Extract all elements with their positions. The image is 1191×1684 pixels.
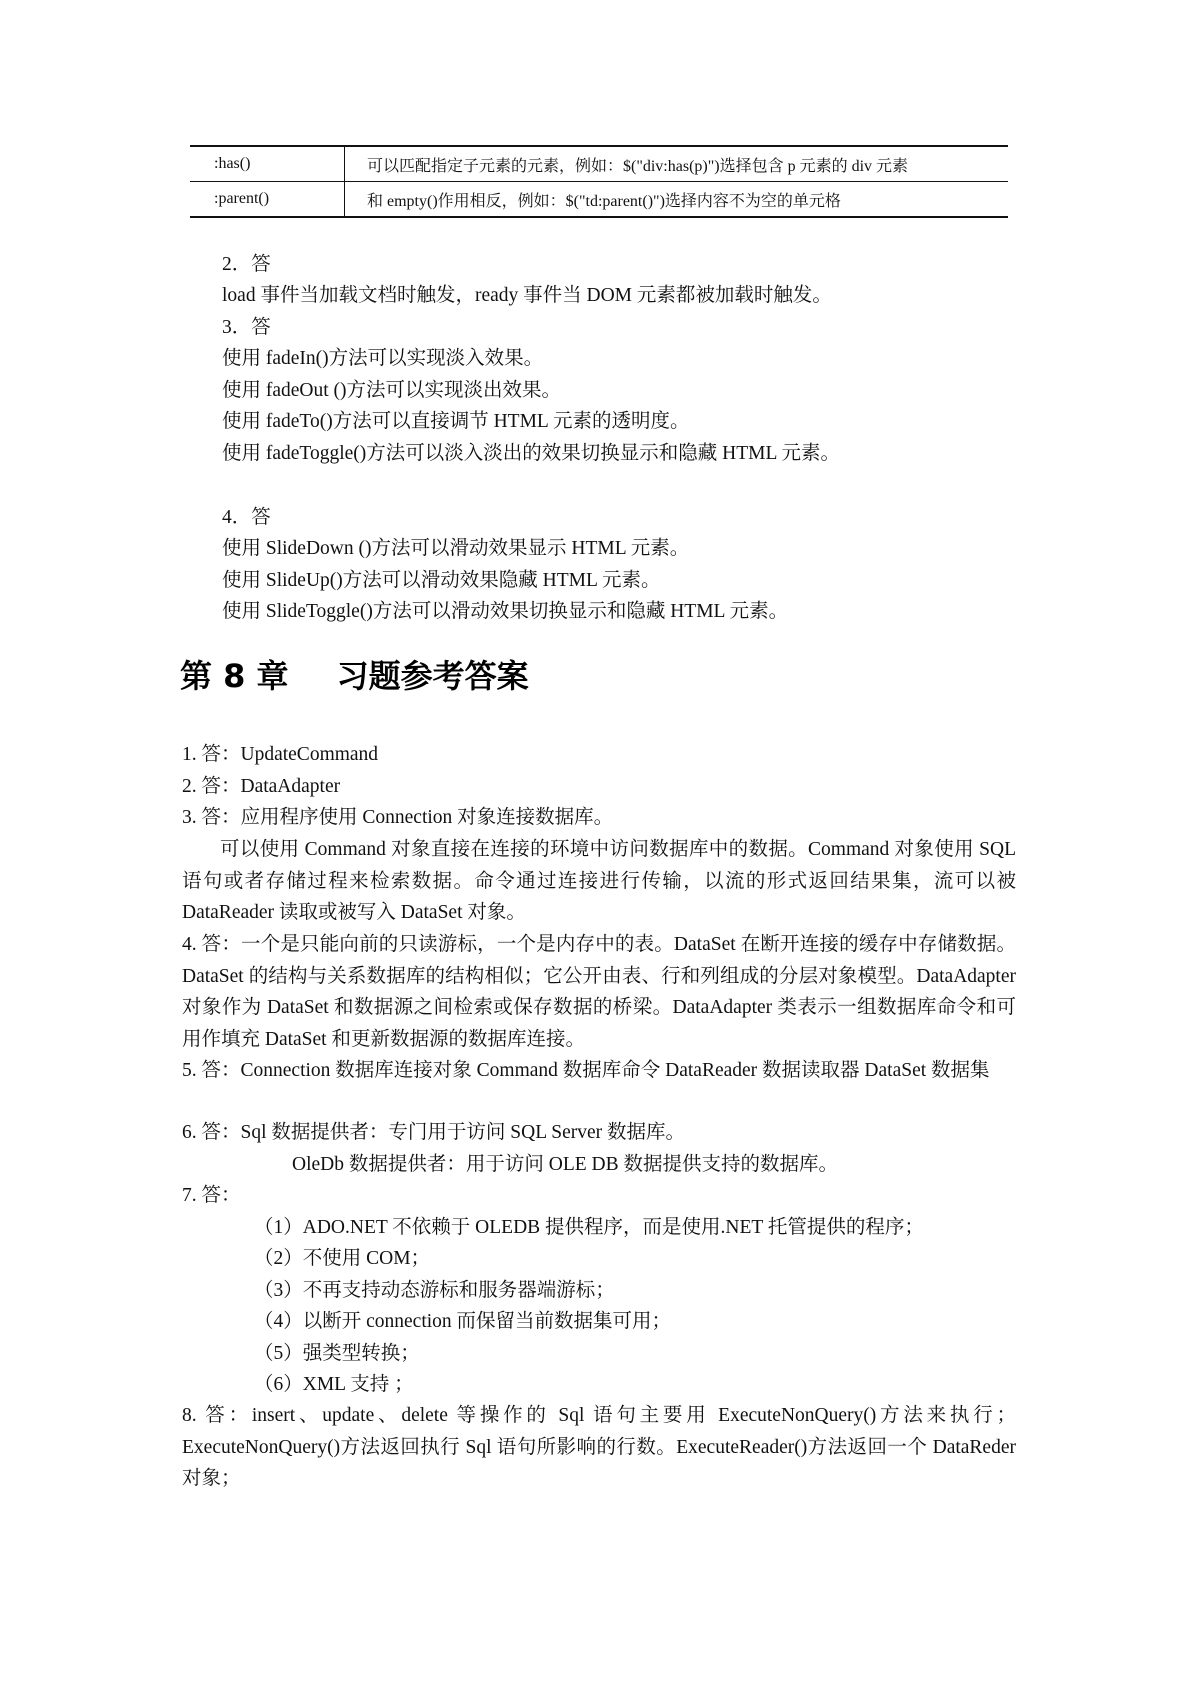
table-row — [190, 146, 1008, 182]
answer-line: OleDb 数据提供者：用于访问 OLE DB 数据提供支持的数据库。 — [292, 1154, 838, 1175]
answer-paragraph: 可以使用 Command 对象直接在连接的环境中访问数据库中的数据。Command 对象使用 SQL 语句或者存储过程来检索数据。命令通过连接进行传输，以流的形式返回结果集，流可以被 DataReader 读取或被写入 DataSet 对象。 — [182, 839, 1016, 923]
answer-line: 使用 SlideUp()方法可以滑动效果隐藏 HTML 元素。 — [222, 570, 661, 591]
chapter-heading — [180, 657, 529, 695]
chapter-title: 习题参考答案 — [336, 657, 529, 695]
list-item: （1）ADO.NET 不依赖于 OLEDB 提供程序，而是使用.NET 托管提供的程序； — [254, 1217, 924, 1238]
answer-line: 使用 fadeOut ()方法可以实现淡出效果。 — [222, 380, 562, 401]
answer-paragraph: 8. 答：insert、update、delete 等操作的 Sql 语句主要用 ExecuteNonQuery()方法来执行；ExecuteNonQuery()方法返回执行 Sql 语句所影响的行数。ExecuteReader()方法返回一个 DataReder 对象； — [182, 1405, 1016, 1489]
list-item: （5）强类型转换； — [254, 1343, 420, 1364]
answer-label: 2．答 — [222, 254, 271, 275]
answer-paragraph: 5. 答：Connection 数据库连接对象 Command 数据库命令 DataReader 数据读取器 DataSet 数据集 — [182, 1060, 990, 1081]
selector-cell: :has() — [190, 146, 345, 182]
answer-line: 使用 SlideToggle()方法可以滑动效果切换显示和隐藏 HTML 元素。 — [222, 601, 789, 622]
selector-table — [190, 145, 1008, 218]
answer-text: load 事件当加载文档时触发，ready 事件当 DOM 元素都被加载时触发。 — [222, 285, 832, 306]
description-cell: 可以匹配指定子元素的元素，例如：$("div:has(p)")选择包含 p 元素的 div 元素 — [367, 157, 909, 175]
chapter-number: 第 8 章 — [180, 657, 289, 695]
list-item: （6）XML 支持 ； — [254, 1374, 414, 1395]
answer-label: 3．答 — [222, 317, 271, 338]
list-item: （4）以断开 connection 而保留当前数据集可用； — [254, 1311, 672, 1332]
answer-line: 3. 答：应用程序使用 Connection 对象连接数据库。 — [182, 807, 614, 828]
answer-line: 使用 SlideDown ()方法可以滑动效果显示 HTML 元素。 — [222, 538, 690, 559]
answer-line: 1. 答：UpdateCommand — [182, 744, 379, 765]
answer-line: 使用 fadeTo()方法可以直接调节 HTML 元素的透明度。 — [222, 411, 690, 432]
answer-line: 使用 fadeToggle()方法可以淡入淡出的效果切换显示和隐藏 HTML 元素。 — [222, 443, 841, 464]
table-row — [190, 182, 1008, 218]
answer-line: 使用 fadeIn()方法可以实现淡入效果。 — [222, 348, 544, 369]
answer-label: 4．答 — [222, 507, 271, 528]
answer-label: 7. 答： — [182, 1185, 241, 1206]
list-item: （2）不使用 COM； — [254, 1248, 431, 1269]
answer-line: 2. 答：DataAdapter — [182, 776, 341, 797]
list-item: （3）不再支持动态游标和服务器端游标； — [254, 1280, 615, 1301]
selector-cell: :parent() — [190, 182, 345, 218]
description-cell: 和 empty()作用相反，例如：$("td:parent()")选择内容不为空的单元格 — [345, 182, 1009, 218]
answer-paragraph: 4. 答：一个是只能向前的只读游标，一个是内存中的表。DataSet 在断开连接的缓存中存储数据。DataSet 的结构与关系数据库的结构相似；它公开由表、行和列组成的分层对象模型。DataAdapter 对象作为 DataSet 和数据源之间检索或保存数据的桥梁。DataAdapter 类表示一组数据库命令和可用作填充 DataSet 和更新数据源的数据库连接。 — [182, 934, 1016, 1050]
answer-line: 6. 答：Sql 数据提供者：专门用于访问 SQL Server 数据库。 — [182, 1122, 686, 1143]
